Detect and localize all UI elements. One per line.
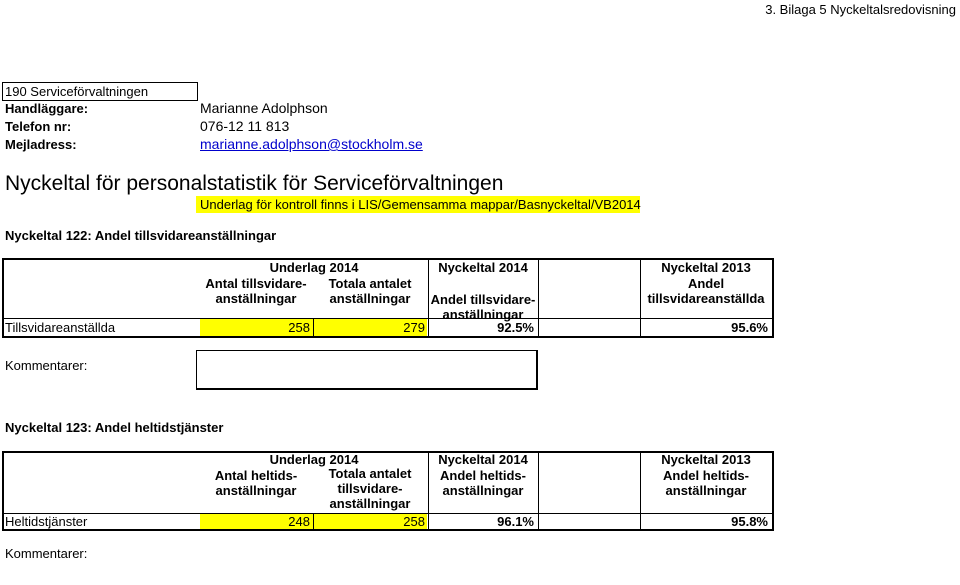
section1-col3-line2: anställningar [442, 307, 524, 322]
section2-group-nyckeltal-2014: Nyckeltal 2014 [438, 452, 528, 467]
section2-comment-label: Kommentarer: [5, 546, 88, 561]
section2-col4-line2: anställningar [665, 483, 747, 498]
section1-title: Nyckeltal 122: Andel tillsvidareanställningar [5, 228, 277, 243]
section2-group-underlag: Underlag 2014 [269, 452, 359, 467]
section1-col4-header [640, 276, 772, 306]
section2-col3-line2: anställningar [442, 483, 524, 498]
section2-col4-header [640, 468, 772, 498]
section1-value3: 92.5% [497, 320, 534, 335]
telefon-value: 076-12 11 813 [200, 118, 290, 134]
section1-group-nyckeltal-2014: Nyckeltal 2014 [438, 260, 528, 275]
section1-col2-line1: Totala antalet [328, 276, 412, 291]
section1-value1: 258 [288, 320, 310, 335]
section2-col1-line2: anställningar [215, 483, 297, 498]
section1-col3-header [428, 292, 538, 322]
handlaggare-value: Marianne Adolphson [200, 100, 328, 116]
section2-col4-line1: Andel heltids- [663, 468, 749, 483]
section1-group-nyckeltal-2013: Nyckeltal 2013 [661, 260, 751, 275]
section2-group-nyckeltal-2013: Nyckeltal 2013 [661, 452, 751, 467]
section2-col3-header [428, 468, 538, 498]
section1-value2: 279 [403, 320, 425, 335]
section2-col2-line2: tillsvidare- [337, 481, 403, 496]
section1-comment-label: Kommentarer: [5, 358, 88, 373]
org-name: 190 Serviceförvaltningen [5, 84, 149, 99]
section1-col3-line1: Andel tillsvidare- [430, 292, 536, 307]
section1-col1-header [200, 276, 312, 306]
section2-col2-line1: Totala antalet [328, 466, 412, 481]
section1-col1-line2: anställningar [215, 291, 297, 306]
section2-col1-line1: Antal heltids- [214, 468, 298, 483]
section1-col1-line1: Antal tillsvidare- [205, 276, 307, 291]
section1-group-underlag: Underlag 2014 [269, 260, 359, 275]
section2-value2: 258 [403, 514, 425, 529]
section1-col4-line2: tillsvidareanställda [647, 291, 765, 306]
section2-row-label: Heltidstjänster [5, 514, 88, 529]
section1-col2-line2: anställningar [329, 291, 411, 306]
section2-value4: 95.8% [731, 514, 768, 529]
mejl-link[interactable]: marianne.adolphson@stockholm.se [200, 136, 423, 152]
section2-value1: 248 [288, 514, 310, 529]
section1-row-label: Tillsvidareanställda [5, 320, 116, 335]
section1-comment-box[interactable] [196, 350, 538, 390]
section1-col4-line1: Andel [687, 276, 725, 291]
section2-value3: 96.1% [497, 514, 534, 529]
page-header: 3. Bilaga 5 Nyckeltalsredovisning [765, 2, 956, 17]
section2-title: Nyckeltal 123: Andel heltidstjänster [5, 420, 224, 435]
subtitle-note: Underlag för kontroll finns i LIS/Gemensamma mappar/Basnyckeltal/VB2014 [200, 197, 641, 212]
main-title: Nyckeltal för personalstatistik för Serviceförvaltningen [5, 172, 504, 195]
mejl-label: Mejladress: [5, 137, 77, 152]
handlaggare-label: Handläggare: [5, 101, 89, 116]
section2-col3-line1: Andel heltids- [440, 468, 526, 483]
section1-col2-header [312, 276, 428, 306]
section2-col2-header [312, 466, 428, 511]
section1-value4: 95.6% [731, 320, 768, 335]
section2-col2-line3: anställningar [329, 496, 411, 511]
section2-col1-header [200, 468, 312, 498]
telefon-label: Telefon nr: [5, 119, 72, 134]
